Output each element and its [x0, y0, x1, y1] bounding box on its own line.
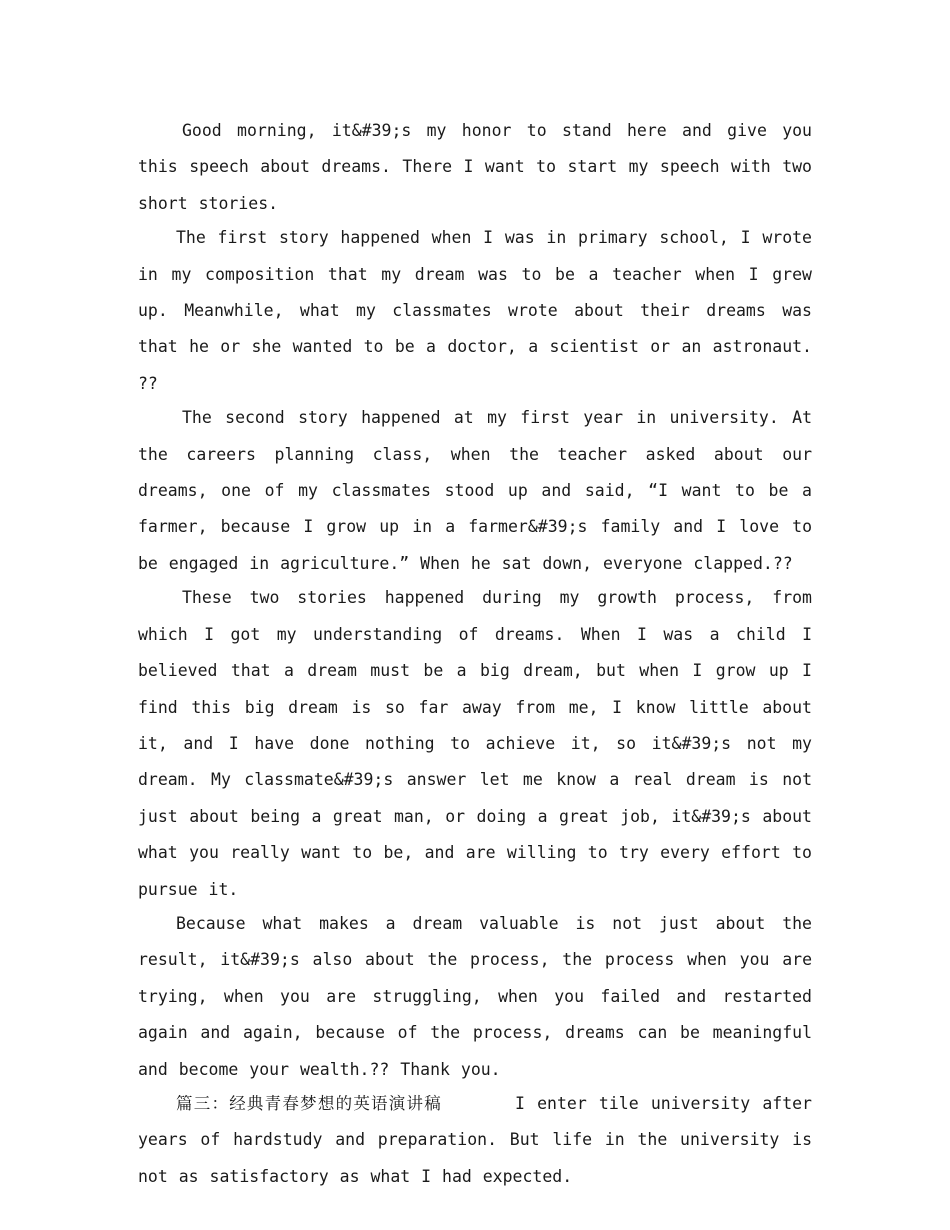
paragraph-understanding: These two stories happened during my growth process, from which I got my understanding of dreams. When I was a child I believed that a dream must be a big dream, but when I grow up I find this big dream is so far away from me, I know little about it, and I have done nothing to achieve it, so it&#39;s not my dream. My classmate&#39;s answer let me know a real dream is not just about being a great man, or doing a great job, it&#39;s about what you really want to be, and are willing to try every effort to pursue it.	[138, 588, 812, 899]
paragraph-intro: Good morning, it&#39;s my honor to stand here and give you this speech about dreams. There I want to start my speech with two short stories.	[138, 121, 812, 213]
paragraph-second-story: The second story happened at my first year in university. At the careers planning class, when the teacher asked about our dreams, one of my classmates stood up and said, “I want to be a farmer, because I grow up in a farmer&#39;s family and I love to be engaged in agriculture.” When he sat down, everyone clapped.??	[138, 408, 812, 573]
section-text: I enter tile university after years of hardstudy and preparation. But life in the university is not as satisfactory as what I had expected.	[138, 1093, 812, 1186]
paragraph-first-story: The first story happened when I was in primary school, I wrote in my composition that my dream was to be a teacher when I grew up. Meanwhile, what my classmates wrote about their dreams was that he or she wanted to be a doctor, a scientist or an astronaut. ??	[138, 228, 812, 393]
section-heading: 篇三：经典青春梦想的英语演讲稿	[176, 1093, 442, 1113]
paragraph-conclusion: Because what makes a dream valuable is not just about the result, it&#39;s also about the process, the process when you are trying, when you are struggling, when you failed and restarted again and again, because of the process, dreams can be meaningful and become your wealth.?? Thank you.	[138, 913, 812, 1079]
paragraph-section-three	[138, 1086, 812, 1195]
document-body	[138, 113, 812, 1193]
